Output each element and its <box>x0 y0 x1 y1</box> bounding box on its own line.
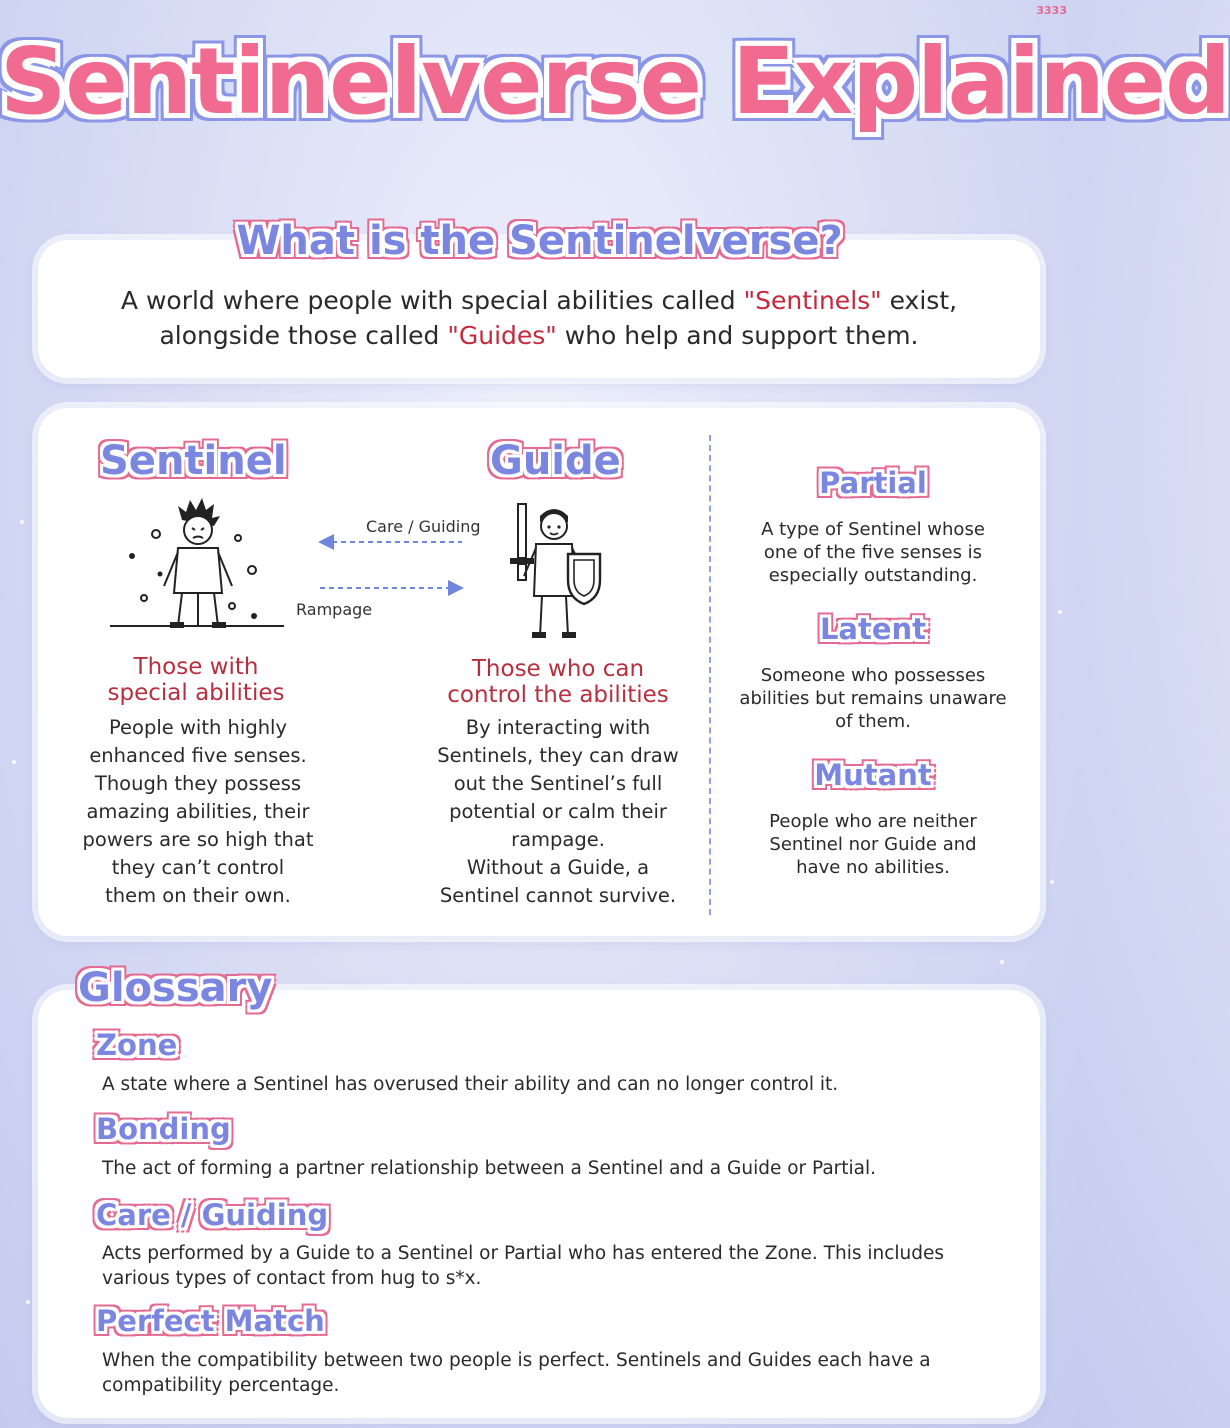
sentinel-description-line: People with highly <box>108 716 288 739</box>
glossary-definition-zone <box>102 1072 1002 1097</box>
mutant-description-line: Sentinel nor Guide and <box>769 834 977 855</box>
latent-description-line: of them. <box>835 711 911 732</box>
sentinel-heading: Sentinel <box>100 438 287 484</box>
mutant-heading: Mutant <box>814 758 932 792</box>
glossary-definition-line: The act of forming a partner relationship between a Sentinel and a Guide or Partial. <box>102 1158 877 1179</box>
glossary-term-perfect-match: Perfect Match <box>96 1304 325 1338</box>
guide-subheading <box>420 656 696 708</box>
glossary-heading: Glossary <box>78 965 273 1011</box>
partial-heading: Partial <box>819 466 927 500</box>
guide-subheading-line: Those who can <box>471 656 645 682</box>
intro-text-part: alongside those called <box>159 321 448 350</box>
glossary-definition-line: Acts performed by a Guide to a Sentinel or Partial who has entered the Zone. This includes <box>102 1243 945 1264</box>
sentinel-subheading-line: special abilities <box>107 680 285 706</box>
latent-description-line: abilities but remains unaware <box>739 688 1007 709</box>
latent-description-line: Someone who possesses <box>760 665 986 686</box>
guide-description <box>420 714 696 910</box>
mutant-description <box>722 810 1024 879</box>
partial-description-line: especially outstanding. <box>768 565 978 586</box>
guide-subheading-line: control the abilities <box>447 682 669 708</box>
latent-heading: Latent <box>819 612 927 646</box>
sentinels-term: "Sentinels" <box>743 286 882 315</box>
guide-description-line: potential or calm their <box>449 800 667 823</box>
sentinel-description-line: powers are so high that <box>82 828 314 851</box>
rampage-arrow-label: Rampage <box>296 600 373 619</box>
glossary-term-care-guiding: Care / Guiding <box>96 1198 329 1232</box>
sentinel-illustration-icon <box>108 498 288 643</box>
glossary-term-bonding: Bonding <box>96 1112 231 1146</box>
sparkle <box>1058 610 1062 614</box>
guide-illustration-icon <box>504 500 614 642</box>
guide-description-line: out the Sentinel’s full <box>453 772 663 795</box>
mutant-description-line: People who are neither <box>769 811 977 832</box>
sparkle <box>12 760 16 764</box>
sentinel-description-line: they can’t control <box>111 856 285 879</box>
latent-description <box>722 664 1024 733</box>
sparkle <box>1000 960 1004 964</box>
sparkle <box>26 1300 30 1304</box>
sentinel-subheading-line: Those with <box>133 654 259 680</box>
glossary-definition-line: A state where a Sentinel has overused their ability and can no longer control it. <box>102 1074 839 1095</box>
partial-description-line: one of the five senses is <box>763 542 983 563</box>
intro-text-part: exist, <box>881 286 958 315</box>
sentinel-description-line: them on their own. <box>105 884 291 907</box>
intro-text-part: who help and support them. <box>556 321 919 350</box>
glossary-definition-line: When the compatibility between two people is perfect. Sentinels and Guides each have a <box>102 1350 931 1371</box>
sparkle <box>20 520 24 524</box>
sentinel-description-line: Though they possess <box>94 772 302 795</box>
glossary-definition-line: compatibility percentage. <box>102 1375 340 1396</box>
intro-text-part: A world where people with special abilities called <box>120 286 744 315</box>
guide-description-line: By interacting with <box>465 716 651 739</box>
dashed-divider <box>709 435 711 915</box>
sparkle <box>1050 880 1054 884</box>
sentinel-description-line: enhanced five senses. <box>89 744 307 767</box>
guide-description-line: rampage. <box>511 828 605 851</box>
glossary-definition-perfect-match <box>102 1348 1002 1398</box>
guide-description-line: Sentinels, they can draw <box>437 744 679 767</box>
sentinel-description-line: amazing abilities, their <box>86 800 310 823</box>
guide-description-line: Sentinel cannot survive. <box>439 884 677 907</box>
partial-description <box>722 518 1024 587</box>
sentinel-description <box>68 714 328 910</box>
intro-text <box>38 283 1040 353</box>
sentinel-subheading <box>78 654 314 706</box>
page-title: Sentinelverse Explained <box>0 28 1230 135</box>
intro-line-1 <box>38 283 1040 318</box>
glossary-definition-line: various types of contact from hug to s*x. <box>102 1268 482 1289</box>
glossary-definition-care-guiding <box>102 1241 1002 1291</box>
guide-heading: Guide <box>490 438 621 484</box>
mutant-description-line: have no abilities. <box>796 857 950 878</box>
care-guiding-arrow-label: Care / Guiding <box>366 517 481 536</box>
glossary-definition-bonding <box>102 1156 1002 1181</box>
corner-badge: 3333 <box>1036 4 1067 17</box>
glossary-term-zone: Zone <box>96 1028 178 1062</box>
guide-description-line: Without a Guide, a <box>466 856 650 879</box>
partial-description-line: A type of Sentinel whose <box>761 519 985 540</box>
intro-line-2 <box>38 318 1040 353</box>
exchange-arrows-icon <box>316 532 466 598</box>
guides-term: "Guides" <box>447 321 557 350</box>
intro-heading: What is the Sentinelverse? <box>236 218 843 264</box>
